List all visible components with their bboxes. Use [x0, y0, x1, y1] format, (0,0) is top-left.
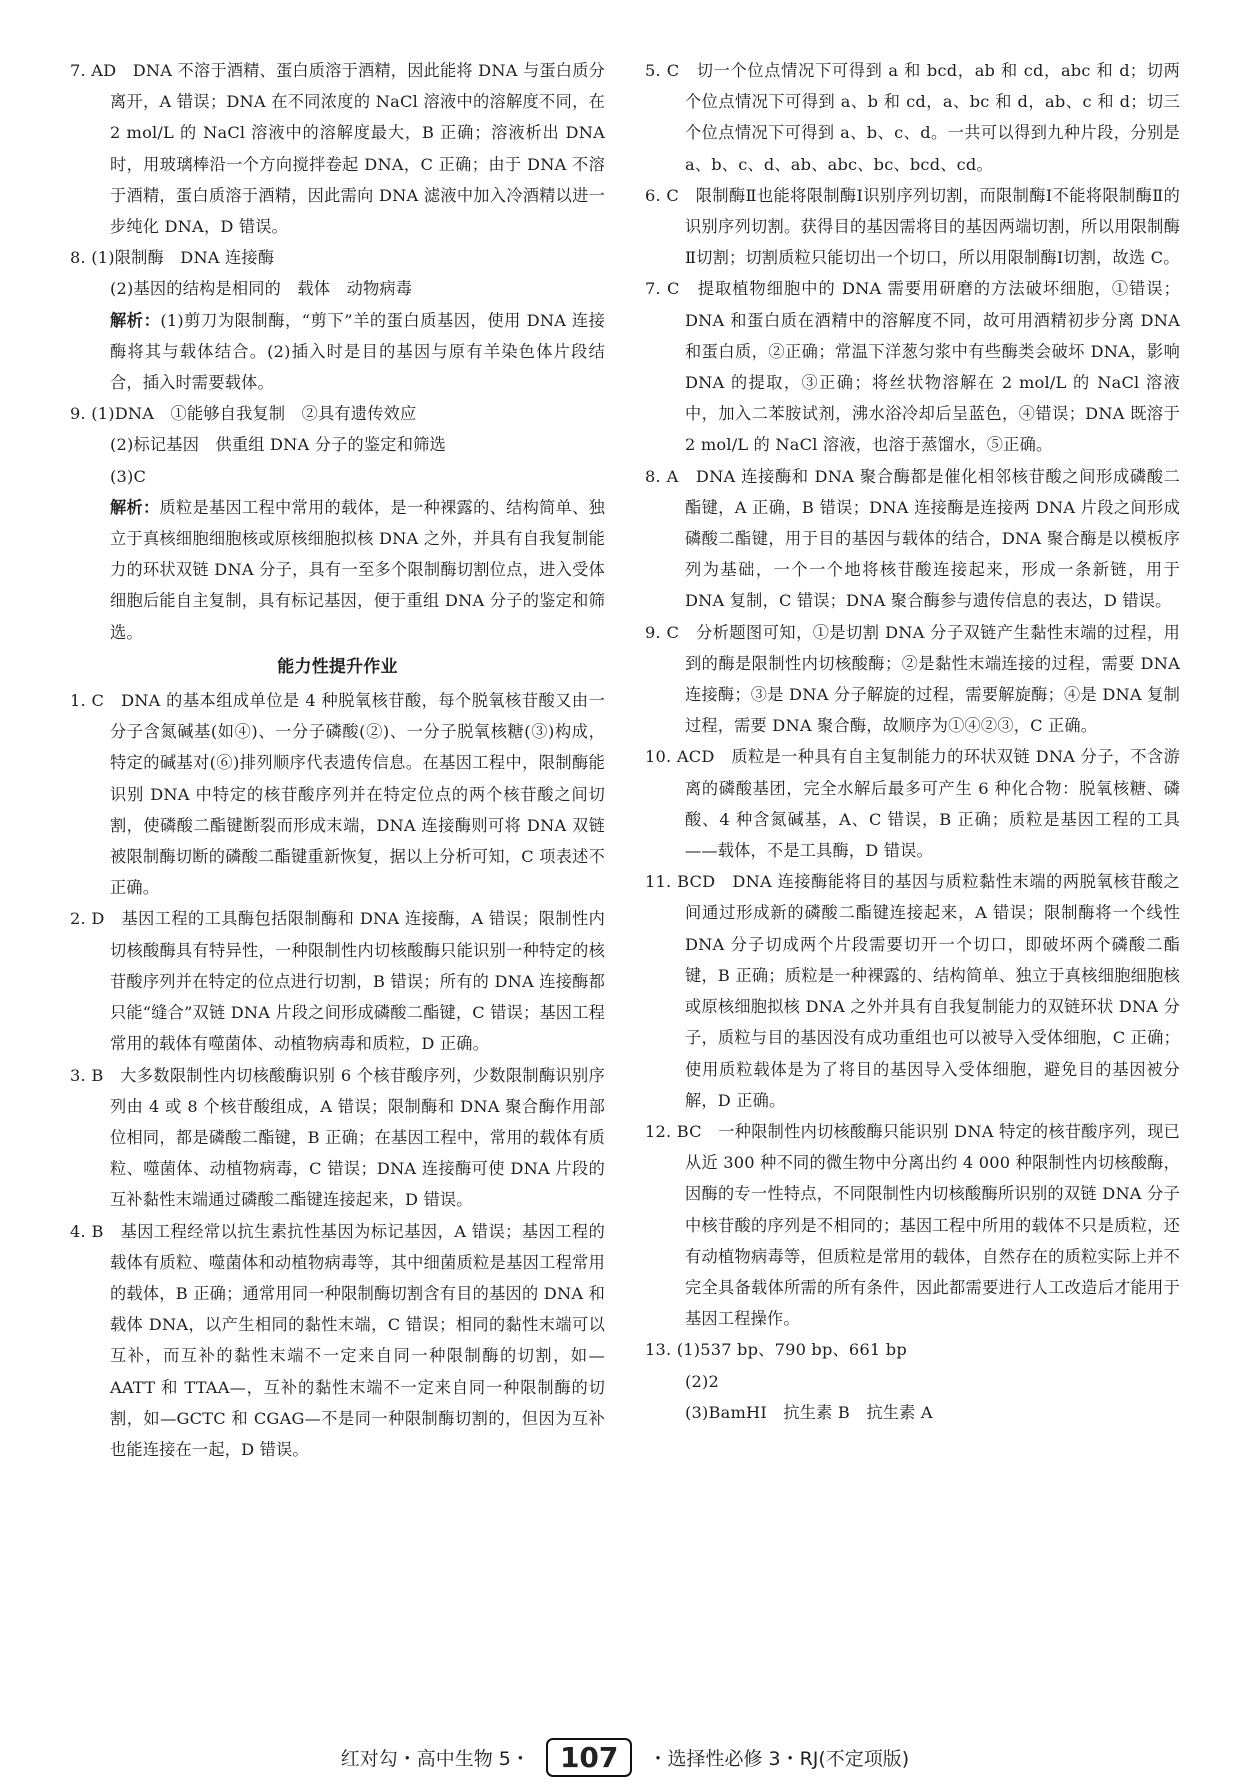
- answer-10: 10. ACD 质粒是一种具有自主复制能力的环状双链 DNA 分子，不含游离的磷酸基团，完全水解后最多可产生 6 种化合物：脱氧核糖、磷酸、4 种含氮碱基，A、C 错误，B 正确；质粒是基因工程的工具——载体，不是工具酶，D 错误。: [645, 747, 1180, 861]
- answer-8-part-1: 8. (1)限制酶 DNA 连接酶: [70, 248, 275, 268]
- answer-9b: 9. C 分析题图可知，①是切割 DNA 分子双链产生黏性末端的过程，用到的酶是限制性内切核酸酶；②是黏性末端连接的过程，需要 DNA 连接酶；③是 DNA 分子解旋的过程，需要解旋酶；④是 DNA 复制过程，需要 DNA 聚合酶，故顺序为①④②③，C 正确。: [645, 622, 1180, 736]
- explanation-label: 解析：: [110, 497, 160, 517]
- answer-9-part-2: (2)标记基因 供重组 DNA 分子的鉴定和筛选: [110, 435, 446, 455]
- answer-4: 4. B 基因工程经常以抗生素抗性基因为标记基因，A 错误；基因工程的载体有质粒、噬菌体和动植物病毒等，其中细菌质粒是基因工程常用的载体，B 正确；通常用同一种限制酶切割含有目的基因的 DNA 和载体 DNA，以产生相同的黏性末端，C 错误；相同的黏性末端可以互补，而互补的黏性末端不一定来自同一种限制酶的切割，如—AATT 和 TTAA—，互补的黏性末端不一定来自同一种限制酶的切割，如—GCTC 和 CGAG—不是同一种限制酶切割的，但因为互补也能连接在一起，D 错误。: [70, 1221, 605, 1459]
- answer-7b: 7. C 提取植物细胞中的 DNA 需要用研磨的方法破坏细胞，①错误；DNA 和蛋白质在酒精中的溶解度不同，故可用酒精初步分离 DNA 和蛋白质，②正确；常温下洋葱匀浆中有些酶类会破坏 DNA，影响 DNA 的提取，③正确；将丝状物溶解在 2 mol/L 的 NaCl 溶液中，加入二苯胺试剂，沸水浴冷却后呈蓝色，④错误；DNA 既溶于 2 mol/L 的 NaCl 溶液，也溶于蒸馏水，⑤正确。: [645, 279, 1180, 455]
- right-column: [645, 55, 1180, 1428]
- answer-7: 7. AD DNA 不溶于酒精、蛋白质溶于酒精，因此能将 DNA 与蛋白质分离开，A 错误；DNA 在不同浓度的 NaCl 溶液中的溶解度不同，在 2 mol/L 的 NaCl 溶液中的溶解度最大，B 正确；溶液析出 DNA 时，用玻璃棒沿一个方向搅拌卷起 DNA，C 正确；由于 DNA 不溶于酒精，蛋白质溶于酒精，因此需向 DNA 滤液中加入冷酒精以进一步纯化 DNA，D 错误。: [70, 61, 605, 237]
- answer-8-part-2: (2)基因的结构是相同的 载体 动物病毒: [110, 279, 413, 299]
- explanation-text: 质粒是基因工程中常用的载体，是一种裸露的、结构简单、独立于真核细胞细胞核或原核细胞拟核 DNA 之外，并具有自我复制能力的环状双链 DNA 分子，具有一至多个限制酶切割位点，进入受体细胞后能自主复制，具有标记基因，便于重组 DNA 分子的鉴定和筛选。: [110, 497, 605, 642]
- explanation-9: [70, 492, 605, 648]
- answer-3: 3. B 大多数限制性内切核酸酶识别 6 个核苷酸序列，少数限制酶识别序列由 4 或 8 个核苷酸组成，A 错误；限制酶和 DNA 聚合酶作用部位相同，都是磷酸二酯键，B 正确；在基因工程中，常用的载体有质粒、噬菌体、动植物病毒，C 错误；DNA 连接酶可使 DNA 片段的互补黏性末端通过磷酸二酯键连接起来，D 错误。: [70, 1065, 605, 1210]
- answer-5: 5. C 切一个位点情况下可得到 a 和 bcd，ab 和 cd，abc 和 d；切两个位点情况下可得到 a、b 和 cd，a、bc 和 d，ab、c 和 d；切三个位点情况下可得到 a、b、c、d。一共可以得到九种片段，分别是 a、b、c、d、ab、abc、bc、bcd、cd。: [645, 61, 1180, 174]
- footer-book-title: 红对勾・高中生物 5・: [340, 1748, 530, 1770]
- answer-11: 11. BCD DNA 连接酶能将目的基因与质粒黏性末端的两脱氧核苷酸之间通过形成新的磷酸二酯键连接起来，A 错误；限制酶将一个线性 DNA 分子切成两个片段需要切开一个切口，即破坏两个磷酸二酯键，B 正确；质粒是一种裸露的、结构简单、独立于真核细胞细胞核或原核细胞拟核 DNA 之外并具有自我复制能力的双链环状 DNA 分子，质粒与目的基因没有成功重组也可以被导入受体细胞，C 正确；使用质粒载体是为了将目的基因导入受体细胞，避免目的基因被分解，D 正确。: [645, 872, 1180, 1110]
- answer-2: 2. D 基因工程的工具酶包括限制酶和 DNA 连接酶，A 错误；限制性内切核酸酶具有特异性，一种限制性内切核酸酶只能识别一种特定的核苷酸序列并在特定的位点进行切割，B 错误；所有的 DNA 连接酶都只能“缝合”双链 DNA 片段之间形成磷酸二酯键，C 错误；基因工程常用的载体有噬菌体、动植物病毒和质粒，D 正确。: [70, 909, 605, 1054]
- answer-6: 6. C 限制酶Ⅱ也能将限制酶Ⅰ识别序列切割，而限制酶Ⅰ不能将限制酶Ⅱ的识别序列切割。获得目的基因需将目的基因两端切割，所以用限制酶Ⅱ切割；切割质粒只能切出一个切口，所以用限制酶Ⅰ切割，故选 C。: [645, 185, 1180, 268]
- answer-8b: 8. A DNA 连接酶和 DNA 聚合酶都是催化相邻核苷酸之间形成磷酸二酯键，A 正确，B 错误；DNA 连接酶是连接两 DNA 片段之间形成磷酸二酯键，用于目的基因与载体的结合，DNA 聚合酶是以模板序列为基础，一个一个地将核苷酸连接起来，形成一条新链，用于 DNA 复制，C 错误；DNA 聚合酶参与遗传信息的表达，D 错误。: [645, 466, 1180, 611]
- answer-13-part-1: 13. (1)537 bp、790 bp、661 bp: [645, 1340, 907, 1360]
- section-heading: 能力性提升作业: [277, 656, 398, 677]
- explanation-8: [70, 305, 605, 399]
- explanation-text: (1)剪刀为限制酶，“剪下”羊的蛋白质基因，使用 DNA 连接酶将其与载体结合。(2)插入时是目的基因与原有羊染色体片段结合，插入时需要载体。: [110, 310, 605, 393]
- footer-edition: ・选择性必修 3・RJ(不定项版): [648, 1748, 910, 1770]
- answer-9-part-1: 9. (1)DNA ①能够自我复制 ②具有遗传效应: [70, 404, 417, 424]
- answer-9-part-3: (3)C: [110, 466, 147, 486]
- answer-13-part-3: (3)BamHⅠ 抗生素 B 抗生素 A: [685, 1402, 933, 1422]
- left-column: [70, 55, 605, 1465]
- page-number: 107: [546, 1738, 632, 1777]
- explanation-label: 解析：: [110, 310, 161, 330]
- answer-13-part-2: (2)2: [685, 1371, 720, 1391]
- answer-12: 12. BC 一种限制性内切核酸酶只能识别 DNA 特定的核苷酸序列，现已从近 300 种不同的微生物中分离出约 4 000 种限制性内切核酸酶，因酶的专一性特点，不同限制性内切核酸酶所识别的双链 DNA 分子中核苷酸的序列是不相同的；基因工程中所用的载体不只是质粒，还有动植物病毒等，但质粒是常用的载体，自然存在的质粒实际上并不完全具备载体所需的所有条件，因此都需要进行人工改造后才能用于基因工程操作。: [645, 1121, 1180, 1329]
- answer-1: 1. C DNA 的基本组成单位是 4 种脱氧核苷酸，每个脱氧核苷酸又由一分子含氮碱基(如④)、一分子磷酸(②)、一分子脱氧核糖(③)构成，特定的碱基对(⑥)排列顺序代表遗传信息。在基因工程中，限制酶能识别 DNA 中特定的核苷酸序列并在特定位点的两个核苷酸之间切割，使磷酸二酯键断裂而形成末端，DNA 连接酶则可将 DNA 双链被限制酶切断的磷酸二酯键重新恢复，据以上分析可知，C 项表述不正确。: [70, 691, 605, 898]
- page-footer: [0, 1738, 1250, 1777]
